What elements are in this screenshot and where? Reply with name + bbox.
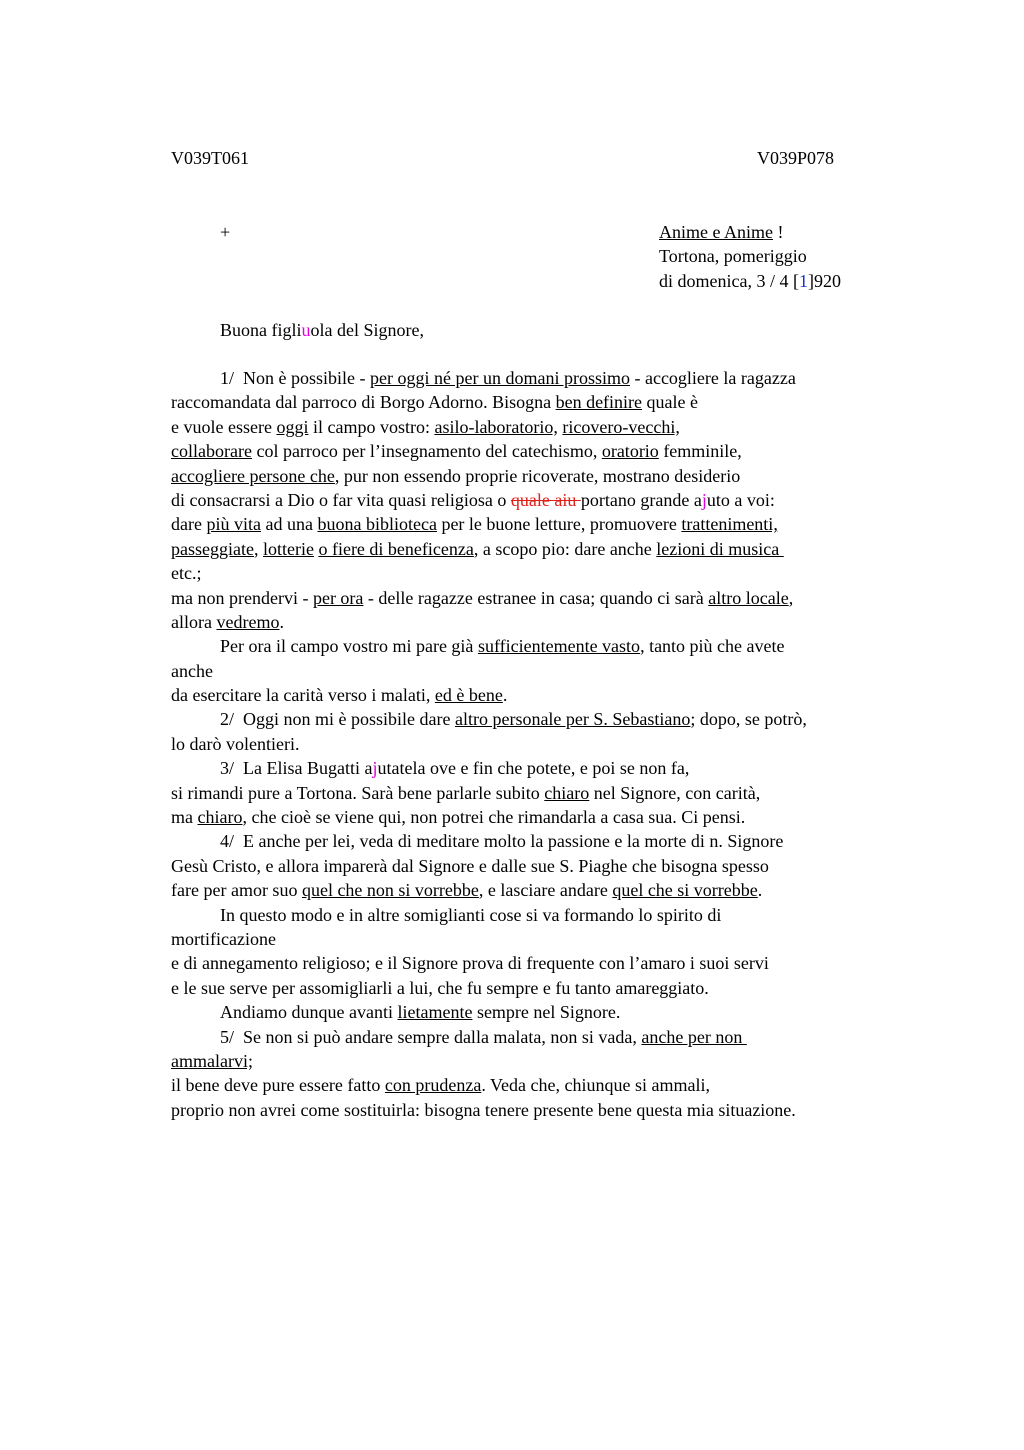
text-line [171,439,807,463]
text-line [171,805,807,829]
text-line [171,488,807,512]
salutation-post: ola del Signore, [310,320,424,340]
date-suffix: ]920 [807,271,841,291]
underlined-text: oggi [276,416,309,437]
text-run: , e lasciare andare [478,880,613,901]
underlined-text: ricovero-vecchi, [562,416,680,437]
text-line [171,903,807,927]
text-run: . [757,880,763,901]
text-line [171,683,807,707]
text-run: il bene deve pure essere fatto [171,1075,385,1096]
text-run: di consacrarsi a Dio o far vita quasi religiosa o [171,489,511,510]
text-run: proprio non avrei come sostituirla: bisogna tenere presente bene questa mia situazione. [171,1099,796,1120]
text-run: utatela ove e fin che potete, e poi se non fa, [377,758,690,779]
text-line [171,390,807,414]
text-line [171,561,807,585]
underlined-text: oratorio [601,441,659,462]
text-run: anche [171,660,213,681]
text-run: , tanto più che avete [640,636,785,657]
letter-body [171,366,807,1122]
underlined-text: per oggi né per un domani prossimo [370,368,630,388]
underlined-text: ed è bene [434,685,503,706]
letter-date [659,269,841,293]
text-line [171,512,807,536]
text-line [171,366,807,390]
text-run: e vuole essere [171,416,277,437]
underlined-text: altro locale [708,587,789,608]
text-run: 3/ La Elisa Bugatti a [220,758,373,779]
text-run: raccomandata dal parroco di Borgo Adorno. Bisogna [171,392,556,413]
text-line [171,878,807,902]
letter-title-tail: ! [772,222,784,242]
text-line [171,610,807,634]
text-run: nel Signore, con carità, [589,782,761,803]
date-editorial-digit: 1 [798,271,808,291]
underlined-text: o fiere di beneficenza [318,538,474,559]
text-run: allora [171,611,217,632]
underlined-text: trattenimenti, [681,514,778,535]
text-run: per le buone letture, promuovere [436,514,682,535]
text-run: etc.; [171,563,202,584]
text-line [171,976,807,1000]
text-line [171,854,807,878]
underlined-text: asilo-laboratorio, [434,416,558,437]
text-run: 4/ E anche per lei, veda di meditare molto la passione e la morte di n. Signore [220,831,784,852]
cross-mark: + [220,222,231,242]
text-line [171,1049,807,1073]
struck-text: quale aiu [510,489,581,510]
text-run: quale è [642,392,699,413]
underlined-text: ben definire [555,392,643,413]
text-run: ; dopo, se potrò, [690,709,807,730]
text-line [171,756,807,780]
text-run: 2/ Oggi non mi è possibile dare [220,709,455,730]
editorial-mark: j [701,489,707,510]
letter-title-text: Anime e Anime [659,222,773,242]
salutation-mark: u [301,320,311,340]
text-run: , [253,538,263,559]
text-line [171,781,807,805]
underlined-text: quel che non si vorrebbe [301,880,479,901]
text-run: femminile, [658,441,742,462]
letter-title [659,220,783,244]
text-line [171,586,807,610]
text-run: . Veda che, chiunque si ammali, [481,1075,710,1096]
text-line [171,1025,807,1049]
underlined-text: passeggiate [171,538,254,559]
text-run: . [502,685,508,706]
text-run: , [788,587,794,608]
text-run: dare [171,514,207,535]
text-run: il campo vostro: [308,416,435,437]
text-run: Andiamo dunque avanti [220,1002,398,1023]
text-run: . [279,611,284,632]
document-code-left: V039T061 [171,148,249,168]
text-line [171,1073,807,1097]
underlined-text: vedremo [216,611,280,632]
salutation [220,318,424,342]
text-run: e le sue serve per assomigliarli a lui, che fu sempre e fu tanto amareggiato. [171,977,709,998]
text-line [171,634,807,658]
text-line [171,659,807,683]
text-run: uto a voi: [706,489,775,510]
text-run: , a scopo pio: dare anche [473,538,657,559]
text-line [171,707,807,731]
letter-place: Tortona, pomeriggio [659,246,807,266]
text-line [171,1000,807,1024]
text-run: da esercitare la carità verso i malati, [171,685,435,706]
underlined-text: per ora [312,587,364,608]
underlined-text: più vita [206,514,261,535]
underlined-text: chiaro [197,807,243,828]
underlined-text: anche per non [641,1026,747,1047]
text-run: - accogliere la ragazza [629,368,796,388]
underlined-text: collaborare [171,441,252,462]
text-line [171,537,807,561]
underlined-text: chiaro [544,782,590,803]
text-line [171,951,807,975]
underlined-text: lotterie [262,538,314,559]
text-run: ad una [260,514,318,535]
underlined-text: sufficientemente vasto [477,636,641,657]
text-run: sempre nel Signore. [472,1002,621,1023]
text-run: - delle ragazze estranee in casa; quando ci sarà [363,587,709,608]
underlined-text: lezioni di musica [656,538,784,559]
underlined-text: accogliere persone che [171,465,335,486]
underlined-text: con prudenza [384,1075,482,1096]
text-run: si rimandi pure a Tortona. Sarà bene parlarle subito [171,782,545,803]
underlined-text: buona biblioteca [317,514,437,535]
document-code-right: V039P078 [757,148,835,168]
text-run: mortificazione [171,928,276,949]
text-run: , che cioè se viene qui, non potrei che rimandarla a casa sua. Ci pensi. [242,807,746,828]
text-line [171,464,807,488]
text-line [171,732,807,756]
text-line [171,415,807,439]
text-run: In questo modo e in altre somiglianti cose si va formando lo spirito di [220,904,722,925]
underlined-text: quel che si vorrebbe [612,880,758,901]
salutation-pre: Buona figli [220,320,302,340]
text-run: 5/ Se non si può andare sempre dalla malata, non si vada, [220,1026,642,1047]
text-run: ma [171,807,198,828]
text-run: , pur non essendo proprie ricoverate, mostrano desiderio [334,465,741,486]
underlined-text: ammalarvi; [171,1050,253,1071]
editorial-mark: j [372,758,378,779]
text-run: 1/ Non è possibile - [220,368,370,388]
text-line [171,1098,807,1122]
text-run: portano grande a [580,489,702,510]
underlined-text: altro personale per S. Sebastiano [454,709,691,730]
text-run: lo darò volentieri. [171,733,300,754]
underlined-text: lietamente [397,1002,473,1023]
text-run: ma non prendervi - [171,587,313,608]
text-line [171,829,807,853]
text-run: Gesù Cristo, e allora imparerà dal Signore e dalle sue S. Piaghe che bisogna spesso [171,855,769,876]
date-prefix: di domenica, 3 / 4 [ [659,271,799,291]
text-run: col parroco per l’insegnamento del catechismo, [251,441,602,462]
text-run: e di annegamento religioso; e il Signore prova di frequente con l’amaro i suoi servi [171,953,769,974]
text-run: Per ora il campo vostro mi pare già [220,636,478,657]
text-line [171,927,807,951]
text-run: fare per amor suo [171,880,302,901]
